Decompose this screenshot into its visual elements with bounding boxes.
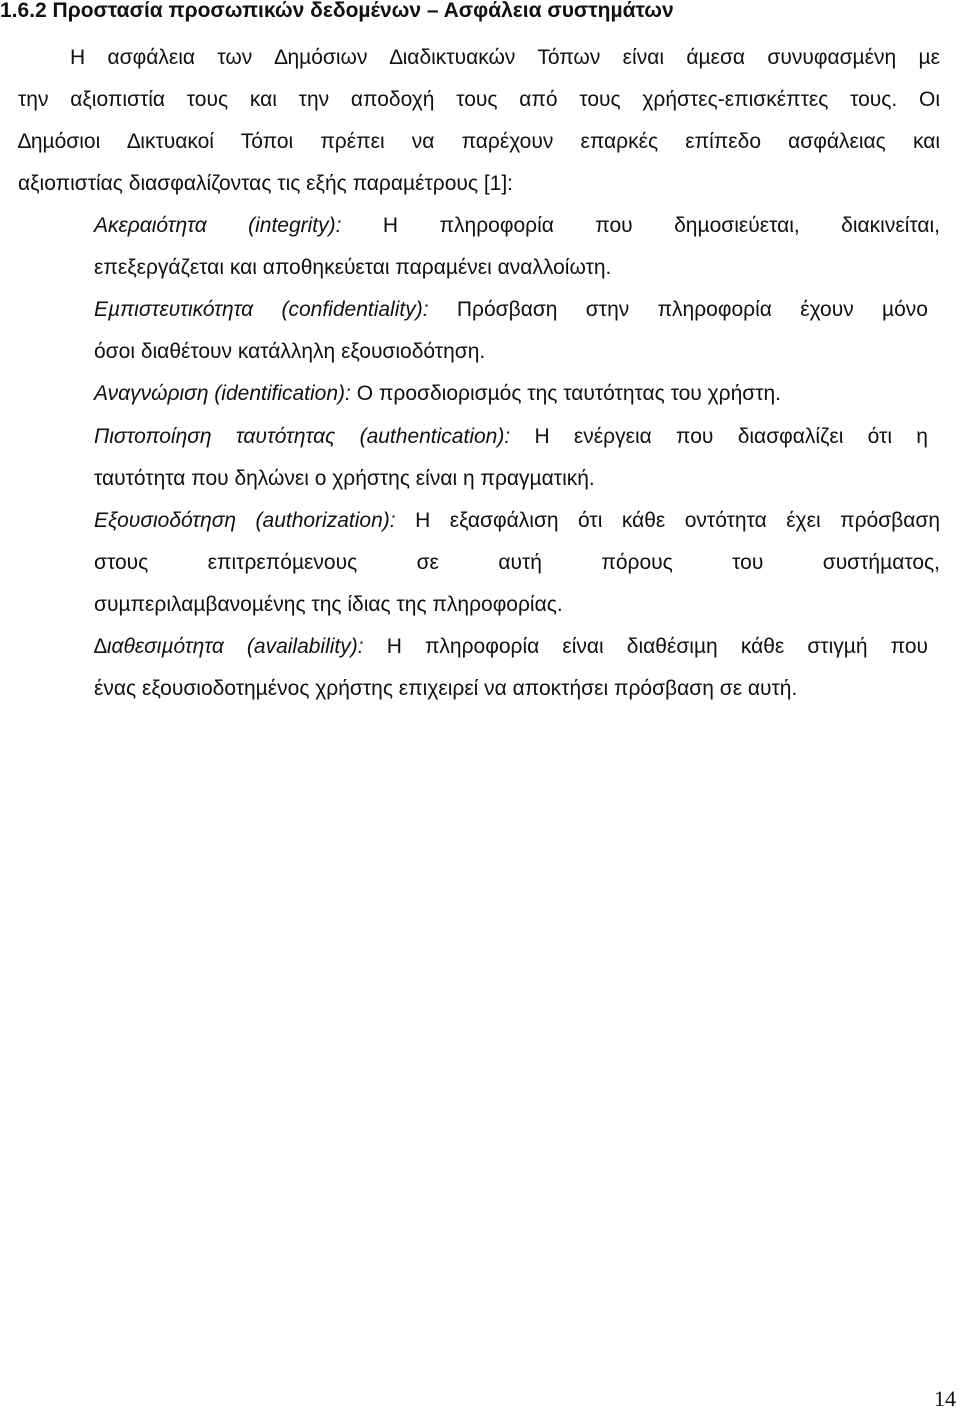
definition-availability-2: ένας εξουσιοδοτηµένος χρήστης επιχειρεί να αποκτήσει πρόσβαση σε αυτή. [94, 677, 798, 700]
intro-line-4: αξιοπιστίας διασφαλίζοντας τις εξής παραµέτρους [1]: [18, 172, 514, 195]
list-item-authentication [94, 424, 928, 450]
definition-authorization-3: συµπεριλαµβανοµένης της ίδιας της πληροφορίας. [94, 593, 563, 616]
list-item-identification [94, 381, 781, 407]
section-heading: 1.6.2 Προστασία προσωπικών δεδοµένων – Ασφάλεια συστηµάτων [0, 0, 674, 22]
definition-authentication-2: ταυτότητα που δηλώνει ο χρήστης είναι η πραγµατική. [94, 467, 595, 490]
intro-line-2: την αξιοπιστία τους και την αποδοχή τους από τους χρήστες-επισκέπτες τους. Οι [18, 88, 940, 111]
term-integrity: Ακεραιότητα (integrity): [94, 214, 342, 237]
list-item-confidentiality [94, 297, 928, 323]
definition-authentication-1: Η ενέργεια που διασφαλίζει ότι η [534, 425, 928, 448]
definition-integrity-2: επεξεργάζεται και αποθηκεύεται παραµένει αναλλοίωτη. [94, 256, 612, 279]
list-item-authorization [94, 508, 940, 534]
list-item-integrity [94, 213, 940, 239]
term-availability: ∆ιαθεσιµότητα (availability): [94, 635, 364, 658]
page-number: 14 [934, 1386, 956, 1411]
definition-authorization-1: Η εξασφάλιση ότι κάθε οντότητα έχει πρόσβαση [415, 509, 941, 532]
definition-availability-1: Η πληροφορία είναι διαθέσιµη κάθε στιγµή που [386, 635, 928, 658]
list-item-availability [94, 634, 928, 660]
definition-integrity-1: Η πληροφορία που δηµοσιεύεται, διακινείται, [382, 214, 940, 237]
term-authentication: Πιστοποίηση ταυτότητας (authentication): [94, 425, 511, 448]
term-identification: Αναγνώριση (identification): [94, 382, 351, 405]
intro-line-3: ∆ηµόσιοι ∆ικτυακοί Τόποι πρέπει να παρέχουν επαρκές επίπεδο ασφάλειας και [18, 130, 940, 153]
definition-identification-1: Ο προσδιορισµός της ταυτότητας του χρήστη. [356, 382, 782, 405]
intro-line-1: Η ασφάλεια των ∆ηµόσιων ∆ιαδικτυακών Τόπων είναι άµεσα συνυφασµένη µε [70, 46, 940, 69]
definition-confidentiality-2: όσοι διαθέτουν κατάλληλη εξουσιοδότηση. [94, 340, 486, 363]
definition-authorization-2: στους επιτρεπόµενους σε αυτή πόρους του συστήµατος, [94, 551, 940, 574]
term-confidentiality: Εµπιστευτικότητα (confidentiality): [94, 298, 429, 321]
term-authorization: Εξουσιοδότηση (authorization): [94, 509, 396, 532]
definition-confidentiality-1: Πρόσβαση στην πληροφορία έχουν µόνο [456, 298, 928, 321]
